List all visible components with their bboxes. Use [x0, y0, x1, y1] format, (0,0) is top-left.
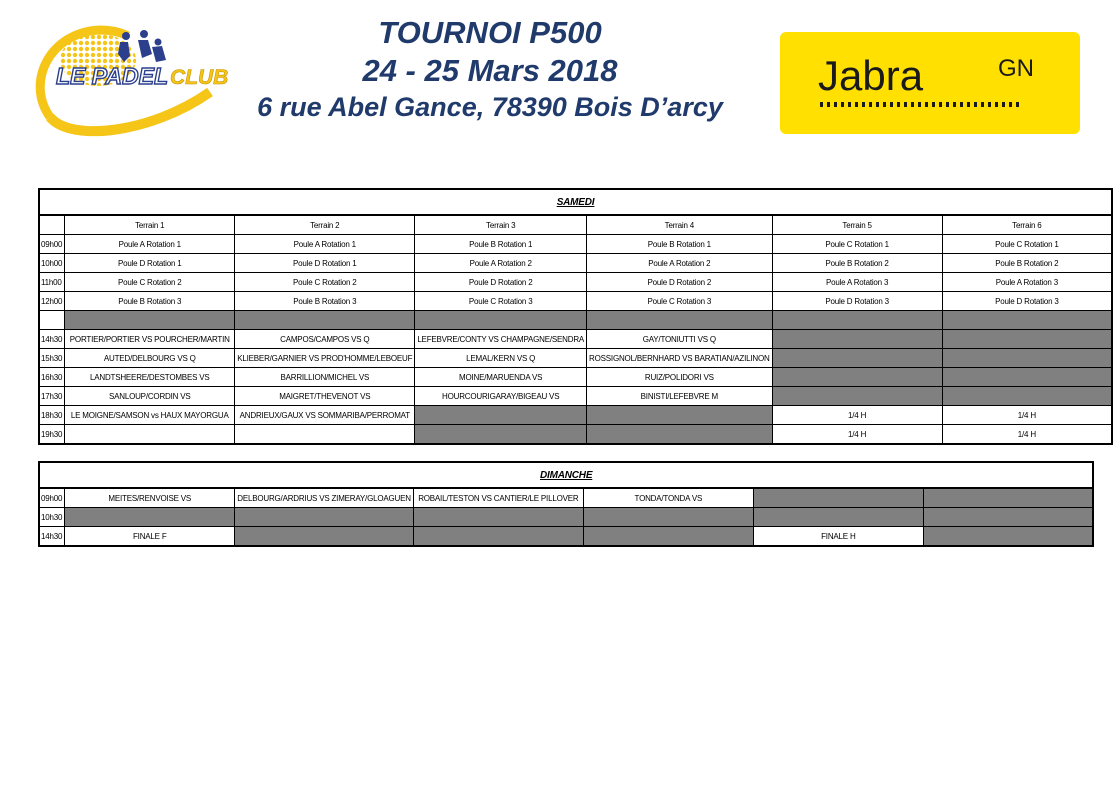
- match-cell: Poule B Rotation 2: [772, 254, 942, 273]
- match-cell: Poule D Rotation 3: [772, 292, 942, 311]
- table-row: [39, 368, 1112, 387]
- time-slot: 10h30: [39, 508, 65, 527]
- samedi-schedule-table: [38, 188, 1113, 445]
- time-slot: 14h30: [39, 527, 65, 547]
- match-cell: FINALE H: [753, 527, 923, 547]
- time-slot: 15h30: [39, 349, 65, 368]
- match-cell: GAY/TONIUTTI VS Q: [587, 330, 773, 349]
- column-header-terrain-1: Terrain 1: [65, 215, 235, 235]
- match-cell: Poule D Rotation 3: [942, 292, 1112, 311]
- match-cell: Poule C Rotation 1: [942, 235, 1112, 254]
- match-cell: [923, 488, 1093, 508]
- table-row: [39, 330, 1112, 349]
- match-cell: [583, 527, 753, 547]
- dimanche-schedule-table: [38, 461, 1094, 547]
- match-cell: [65, 508, 235, 527]
- column-header-terrain-6: Terrain 6: [942, 215, 1112, 235]
- match-cell: [415, 406, 587, 425]
- gn-text: GN: [998, 55, 1034, 82]
- match-cell: Poule A Rotation 3: [942, 273, 1112, 292]
- match-cell: 1/4 H: [772, 406, 942, 425]
- match-cell: Poule C Rotation 3: [415, 292, 587, 311]
- table-row: [39, 527, 1093, 547]
- match-cell: ROBAIL/TESTON VS CANTIER/LE PILLOVER: [413, 488, 583, 508]
- match-cell: [583, 508, 753, 527]
- match-cell: Poule B Rotation 1: [587, 235, 773, 254]
- match-cell: BARRILLION/MICHEL VS: [235, 368, 415, 387]
- time-slot: 09h00: [39, 235, 65, 254]
- table-row: [39, 254, 1112, 273]
- match-cell: Poule D Rotation 1: [235, 254, 415, 273]
- match-cell: BINISTI/LEFEBVRE M: [587, 387, 773, 406]
- match-cell: [942, 311, 1112, 330]
- match-cell: Poule A Rotation 2: [415, 254, 587, 273]
- match-cell: AUTED/DELBOURG VS Q: [65, 349, 235, 368]
- match-cell: [587, 406, 773, 425]
- match-cell: MEITES/RENVOISE VS: [65, 488, 235, 508]
- match-cell: PORTIER/PORTIER VS POURCHER/MARTIN: [65, 330, 235, 349]
- match-cell: [415, 311, 587, 330]
- match-cell: [753, 488, 923, 508]
- day-title: SAMEDI: [39, 189, 1112, 215]
- match-cell: Poule D Rotation 2: [587, 273, 773, 292]
- time-slot: 18h30: [39, 406, 65, 425]
- match-cell: Poule D Rotation 2: [415, 273, 587, 292]
- match-cell: Poule B Rotation 3: [65, 292, 235, 311]
- match-cell: SANLOUP/CORDIN VS: [65, 387, 235, 406]
- match-cell: [65, 311, 235, 330]
- le-padel-club-logo: [30, 22, 240, 137]
- column-header-row: [39, 215, 1112, 235]
- table-row: [39, 311, 1112, 330]
- match-cell: KLIEBER/GARNIER VS PROD'HOMME/LEBOEUF: [235, 349, 415, 368]
- time-slot: 17h30: [39, 387, 65, 406]
- match-cell: LANDTSHEERE/DESTOMBES VS: [65, 368, 235, 387]
- match-cell: [772, 387, 942, 406]
- match-cell: [753, 508, 923, 527]
- match-cell: [235, 425, 415, 445]
- column-header-terrain-4: Terrain 4: [587, 215, 773, 235]
- match-cell: [942, 349, 1112, 368]
- time-slot: 10h00: [39, 254, 65, 273]
- match-cell: Poule D Rotation 1: [65, 254, 235, 273]
- day-title: DIMANCHE: [39, 462, 1093, 488]
- match-cell: [413, 527, 583, 547]
- match-cell: [942, 368, 1112, 387]
- match-cell: Poule B Rotation 2: [942, 254, 1112, 273]
- table-row: [39, 292, 1112, 311]
- match-cell: TONDA/TONDA VS: [583, 488, 753, 508]
- day-title-row: [39, 462, 1093, 488]
- match-cell: DELBOURG/ARDRIUS VS ZIMERAY/GLOAGUEN: [235, 488, 414, 508]
- title-dates: 24 - 25 Mars 2018: [362, 53, 618, 88]
- match-cell: [235, 508, 414, 527]
- column-header-terrain-2: Terrain 2: [235, 215, 415, 235]
- table-row: [39, 387, 1112, 406]
- match-cell: Poule B Rotation 3: [235, 292, 415, 311]
- match-cell: LE MOIGNE/SAMSON vs HAUX MAYORGUA: [65, 406, 235, 425]
- match-cell: [413, 508, 583, 527]
- title-address: 6 rue Abel Gance, 78390 Bois D’arcy: [257, 92, 723, 122]
- match-cell: Poule C Rotation 2: [65, 273, 235, 292]
- match-cell: [923, 508, 1093, 527]
- match-cell: [415, 425, 587, 445]
- table-row: [39, 488, 1093, 508]
- match-cell: Poule A Rotation 1: [235, 235, 415, 254]
- match-cell: ROSSIGNOL/BERNHARD VS BARATIAN/AZILINON: [587, 349, 773, 368]
- match-cell: [587, 425, 773, 445]
- match-cell: MAIGRET/THEVENOT VS: [235, 387, 415, 406]
- table-row: [39, 349, 1112, 368]
- match-cell: HOURCOURIGARAY/BIGEAU VS: [415, 387, 587, 406]
- time-slot: 11h00: [39, 273, 65, 292]
- logo-club-text: CLUB: [170, 66, 229, 89]
- match-cell: [942, 387, 1112, 406]
- page-header: [0, 0, 1115, 180]
- match-cell: 1/4 H: [942, 425, 1112, 445]
- corner-cell: [39, 215, 65, 235]
- table-row: [39, 273, 1112, 292]
- match-cell: Poule A Rotation 3: [772, 273, 942, 292]
- match-cell: [772, 311, 942, 330]
- time-slot: 14h30: [39, 330, 65, 349]
- table-row: [39, 425, 1112, 445]
- match-cell: CAMPOS/CAMPOS VS Q: [235, 330, 415, 349]
- match-cell: 1/4 H: [942, 406, 1112, 425]
- time-slot: [39, 311, 65, 330]
- match-cell: [65, 425, 235, 445]
- match-cell: Poule A Rotation 2: [587, 254, 773, 273]
- match-cell: MOINE/MARUENDA VS: [415, 368, 587, 387]
- time-slot: 19h30: [39, 425, 65, 445]
- day-title-row: [39, 189, 1112, 215]
- match-cell: [942, 330, 1112, 349]
- title-line-1: TOURNOI P500: [378, 15, 602, 50]
- column-header-terrain-5: Terrain 5: [772, 215, 942, 235]
- jabra-gn-logo: [780, 32, 1080, 134]
- time-slot: 09h00: [39, 488, 65, 508]
- match-cell: Poule B Rotation 1: [415, 235, 587, 254]
- match-cell: [923, 527, 1093, 547]
- match-cell: RUIZ/POLIDORI VS: [587, 368, 773, 387]
- match-cell: [772, 368, 942, 387]
- time-slot: 16h30: [39, 368, 65, 387]
- match-cell: 1/4 H: [772, 425, 942, 445]
- table-row: [39, 235, 1112, 254]
- match-cell: [235, 527, 414, 547]
- match-cell: [235, 311, 415, 330]
- match-cell: Poule A Rotation 1: [65, 235, 235, 254]
- match-cell: [772, 349, 942, 368]
- jabra-text: Jabra: [818, 52, 924, 99]
- match-cell: [587, 311, 773, 330]
- match-cell: Poule C Rotation 1: [772, 235, 942, 254]
- match-cell: LEMAL/KERN VS Q: [415, 349, 587, 368]
- table-row: [39, 508, 1093, 527]
- tournament-title: [220, 14, 760, 124]
- match-cell: Poule C Rotation 3: [587, 292, 773, 311]
- match-cell: FINALE F: [65, 527, 235, 547]
- match-cell: [772, 330, 942, 349]
- match-cell: Poule C Rotation 2: [235, 273, 415, 292]
- time-slot: 12h00: [39, 292, 65, 311]
- match-cell: LEFEBVRE/CONTY VS CHAMPAGNE/SENDRA: [415, 330, 587, 349]
- table-row: [39, 406, 1112, 425]
- logo-padel-text: LE PADEL: [56, 63, 169, 89]
- match-cell: ANDRIEUX/GAUX VS SOMMARIBA/PERROMAT: [235, 406, 415, 425]
- column-header-terrain-3: Terrain 3: [415, 215, 587, 235]
